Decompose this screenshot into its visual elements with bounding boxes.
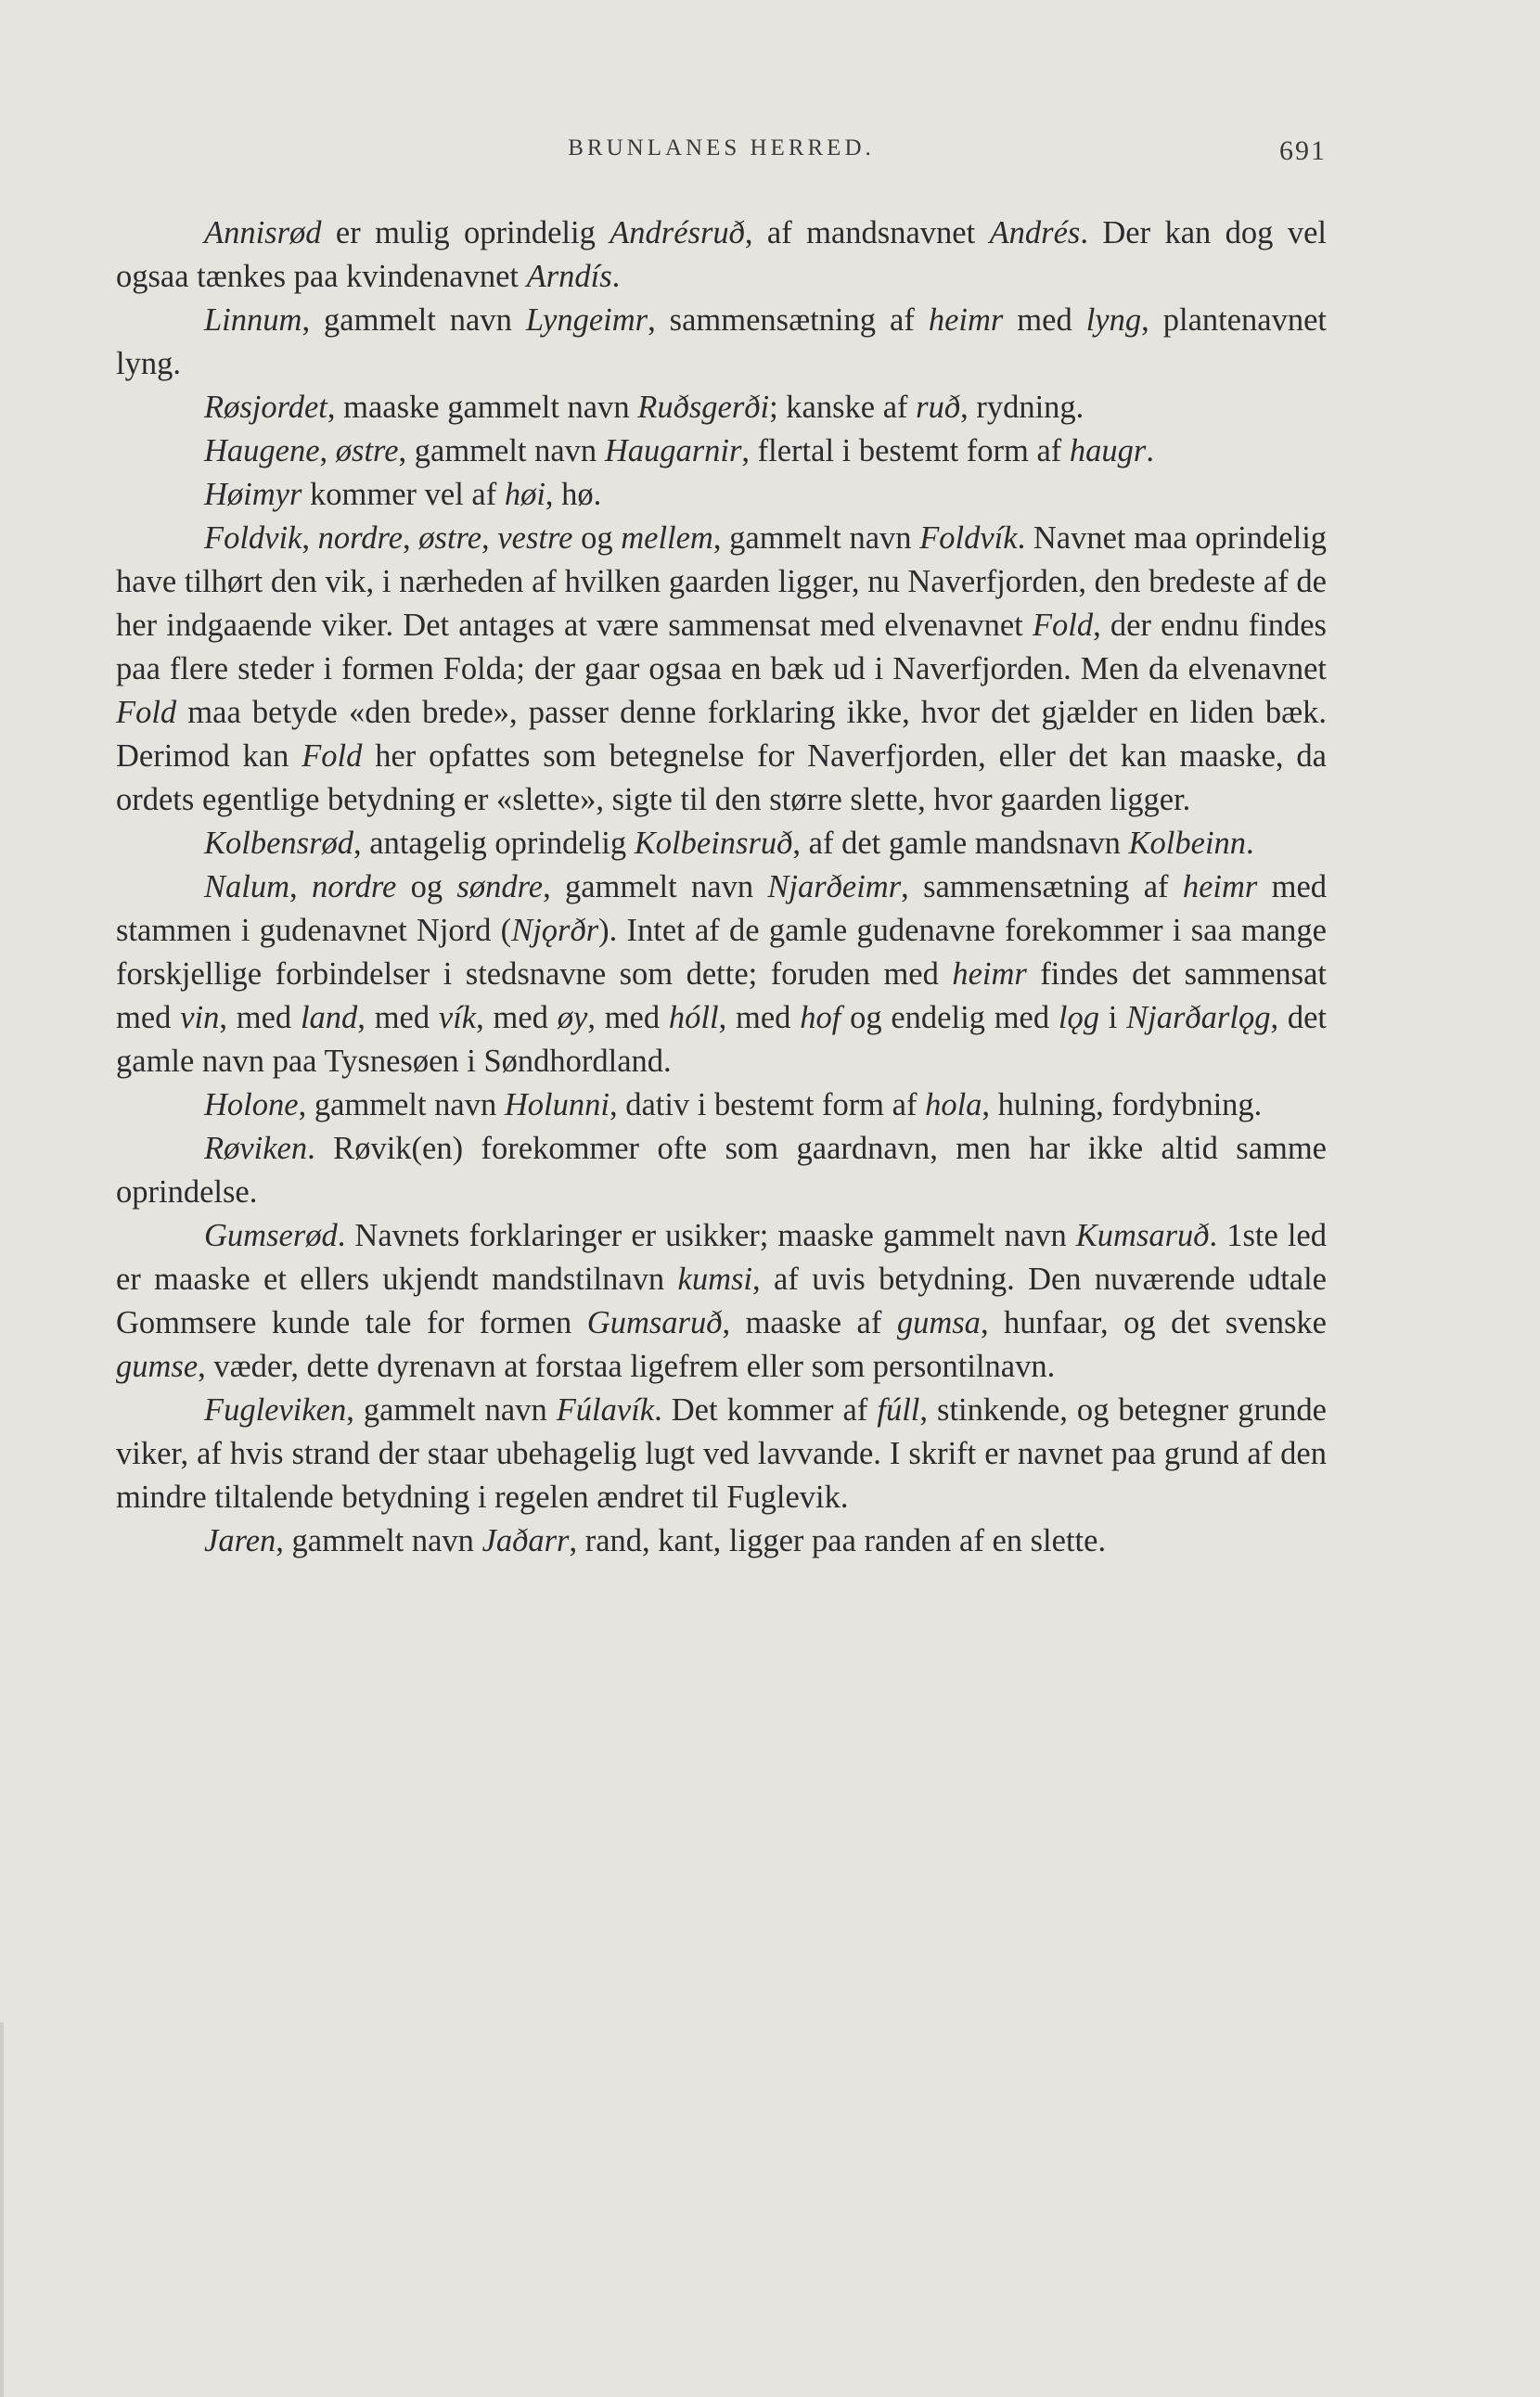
page-number: 691 [1279,135,1327,166]
scan-edge-shadow [0,2022,4,2397]
text-run: , [319,433,336,468]
text-run: , maaske gammelt navn [327,390,638,425]
italic-term: Holone [204,1087,299,1122]
italic-term: østre [418,520,482,556]
entry-paragraph [116,212,1327,299]
text-run: , hulning, fordybning. [982,1087,1263,1122]
entry-paragraph [116,1389,1327,1519]
text-run: med stammen i gudenavnet Njord ( [116,869,1328,948]
italic-term: Jaren [204,1523,276,1558]
text-run: , gammelt navn [398,433,605,468]
italic-term: Andrésruð [610,215,745,250]
italic-term: Høimyr [204,477,302,512]
italic-term: Linnum [204,302,302,338]
text-run: og [572,520,622,556]
running-head: BRUNLANES HERRED. [568,135,875,160]
text-run: , med [219,1000,301,1035]
text-run: , dativ i bestemt form af [609,1087,926,1122]
italic-term: heimr [928,302,1004,338]
body-text [116,212,1327,1563]
text-run: . [611,259,621,294]
italic-term: Annisrød [204,215,322,250]
text-run: , gammelt navn [543,869,768,904]
text-run: , gammelt navn [346,1392,557,1428]
italic-term: Fold [116,695,177,730]
italic-term: vík [438,1000,477,1035]
italic-term: Kumsaruð [1075,1218,1210,1253]
italic-term: Haugarnir [604,433,742,468]
text-run: . Der kan dog vel ogsaa tænkes paa kvindenavnet [116,215,1327,294]
text-run: . [1146,433,1154,468]
italic-term: Arndís [526,259,612,294]
entry-paragraph [116,1519,1327,1563]
text-run: , [481,520,498,556]
text-run: her opfattes som betegnelse for Naverfjorden, eller det kan maaske, da ordets egentlige betydning er «slette», sigte til den større slette, hvor gaarden ligger. [116,738,1327,817]
text-run: , med [357,1000,439,1035]
italic-term: høi [504,477,545,512]
text-run: , rand, kant, ligger paa randen af en slette. [569,1523,1107,1558]
italic-term: Njarðarlǫg [1126,1000,1271,1035]
italic-term: Nalum [204,869,290,904]
text-run: . Navnets forklaringer er usikker; maaske gammelt navn [337,1218,1076,1253]
text-run: . Det kommer af [654,1392,878,1428]
text-run: , maaske af [722,1305,897,1340]
italic-term: land [300,1000,358,1035]
italic-term: hóll [668,1000,719,1035]
entry-paragraph [116,386,1327,429]
text-run: , gammelt navn [276,1523,482,1558]
entry-paragraph [116,822,1327,865]
text-run: , gammelt navn [302,302,526,338]
italic-term: Jaðarr [481,1523,570,1558]
italic-term: Njǫrðr [511,913,599,948]
italic-term: Røsjordet [204,390,327,425]
italic-term: nordre [311,869,397,904]
text-run: , gammelt navn [712,520,920,556]
italic-term: østre [335,433,399,468]
italic-term: gumse [116,1349,199,1384]
italic-term: lǫg [1058,1000,1099,1035]
text-run: , antagelig oprindelig [353,826,635,861]
text-run: , det gamle navn paa Tysnesøen i Søndhordland. [116,1000,1328,1079]
italic-term: heimr [952,956,1027,992]
entry-paragraph [116,429,1327,473]
text-run: ; kanske af [769,390,917,425]
text-run: maa betyde «den brede», passer denne forklaring ikke, hvor det gjælder en liden bæk. Derimod kan [116,695,1327,774]
italic-term: Gumserød [204,1218,338,1253]
italic-term: Holunni [504,1087,610,1122]
text-run: , flertal i bestemt form af [741,433,1070,468]
text-run: . Navnet maa oprindelig have tilhørt den vik, i nærheden af hvilken gaarden ligger, nu Naverfjorden, den bredeste af de her indgaaende viker. Det antages at være sammensat med elvenavnet [116,520,1328,643]
italic-term: Fugleviken [204,1392,347,1428]
italic-term: kumsi [677,1262,753,1297]
text-run: . 1ste led er maaske et ellers ukjendt mandstilnavn [116,1218,1327,1297]
text-run: i [1098,1000,1127,1035]
text-run: , plantenavnet lyng. [116,302,1328,381]
entry-paragraph [116,473,1327,517]
italic-term: nordre [317,520,404,556]
italic-term: Lyngeimr [525,302,648,338]
italic-term: heimr [1182,869,1258,904]
italic-term: Gumsaruð [586,1305,723,1340]
italic-term: vestre [497,520,573,556]
italic-term: vin [180,1000,220,1035]
italic-term: fúll [877,1392,920,1428]
text-run: , med [587,1000,669,1035]
italic-term: Haugene [204,433,320,468]
entry-paragraph [116,1214,1327,1389]
page-header [116,135,1327,173]
italic-term: hola [925,1087,982,1122]
italic-term: Kolbensrød [204,826,354,861]
text-run: , sammensætning af [648,302,929,338]
entry-paragraph [116,1083,1327,1127]
italic-term: mellem [621,520,713,556]
text-run: , af det gamle mandsnavn [792,826,1129,861]
text-run: findes det sammensat med [116,956,1327,1035]
italic-term: Njarðeimr [767,869,902,904]
text-run: , [302,520,318,556]
italic-term: Fúlavík [556,1392,655,1428]
italic-term: Kolbeinn [1128,826,1247,861]
italic-term: Fold [1032,608,1094,643]
text-run: ). Intet af de gamle gudenavne forekommer i saa mange forskjellige forbindelser i stedsnavne som dette; foruden med [116,913,1327,992]
text-run: , stinkende, og betegner grunde viker, af hvis strand der staar ubehagelig lugt ved lavvande. I skrift er navnet paa grund af den mindre tiltalende betydning i regelen ændret til Fuglevik. [116,1392,1327,1515]
text-run: , der endnu findes paa flere steder i formen Folda; der gaar ogsaa en bæk ud i Naverfjorden. Men da elvenavnet [116,608,1327,686]
text-run: , med [476,1000,558,1035]
text-run: , gammelt navn [298,1087,505,1122]
entry-paragraph [116,517,1327,822]
italic-term: Røviken [204,1131,308,1166]
text-run: , af uvis betydning. Den nuværende udtale Gommsere kunde tale for formen [116,1262,1327,1340]
text-run: med [1003,302,1086,338]
italic-term: lyng [1085,302,1142,338]
text-run: , af mandsnavnet [744,215,990,250]
italic-term: ruð [916,390,961,425]
italic-term: Fold [302,738,363,774]
text-run: og endelig med [841,1000,1059,1035]
italic-term: Kolbeinsruð [634,826,793,861]
text-run: , hunfaar, og det svenske [980,1305,1327,1340]
italic-term: Foldvík [919,520,1018,556]
italic-term: søndre [456,869,544,904]
text-run: , [403,520,419,556]
text-run: , rydning. [960,390,1084,425]
text-run: , sammensætning af [901,869,1183,904]
text-run: , med [718,1000,801,1035]
entry-paragraph [116,299,1327,386]
italic-term: Foldvik [204,520,302,556]
italic-term: gumsa [896,1305,981,1340]
entry-paragraph [116,1127,1327,1214]
italic-term: Ruðsgerði [637,390,770,425]
italic-term: Andrés [989,215,1081,250]
text-run: , væder, dette dyrenavn at forstaa ligefrem eller som persontilnavn. [198,1349,1056,1384]
italic-term: haugr [1069,433,1147,468]
text-run: . Røvik(en) forekommer ofte som gaardnavn, men har ikke altid samme oprindelse. [116,1131,1327,1210]
italic-term: hof [800,1000,841,1035]
entry-paragraph [116,865,1327,1083]
text-run: og [396,869,457,904]
text-run: er mulig oprindelig [321,215,610,250]
italic-term: øy [557,1000,588,1035]
text-run: . [1246,826,1254,861]
text-run: , [289,869,312,904]
text-run: kommer vel af [302,477,505,512]
text-run: , hø. [545,477,602,512]
